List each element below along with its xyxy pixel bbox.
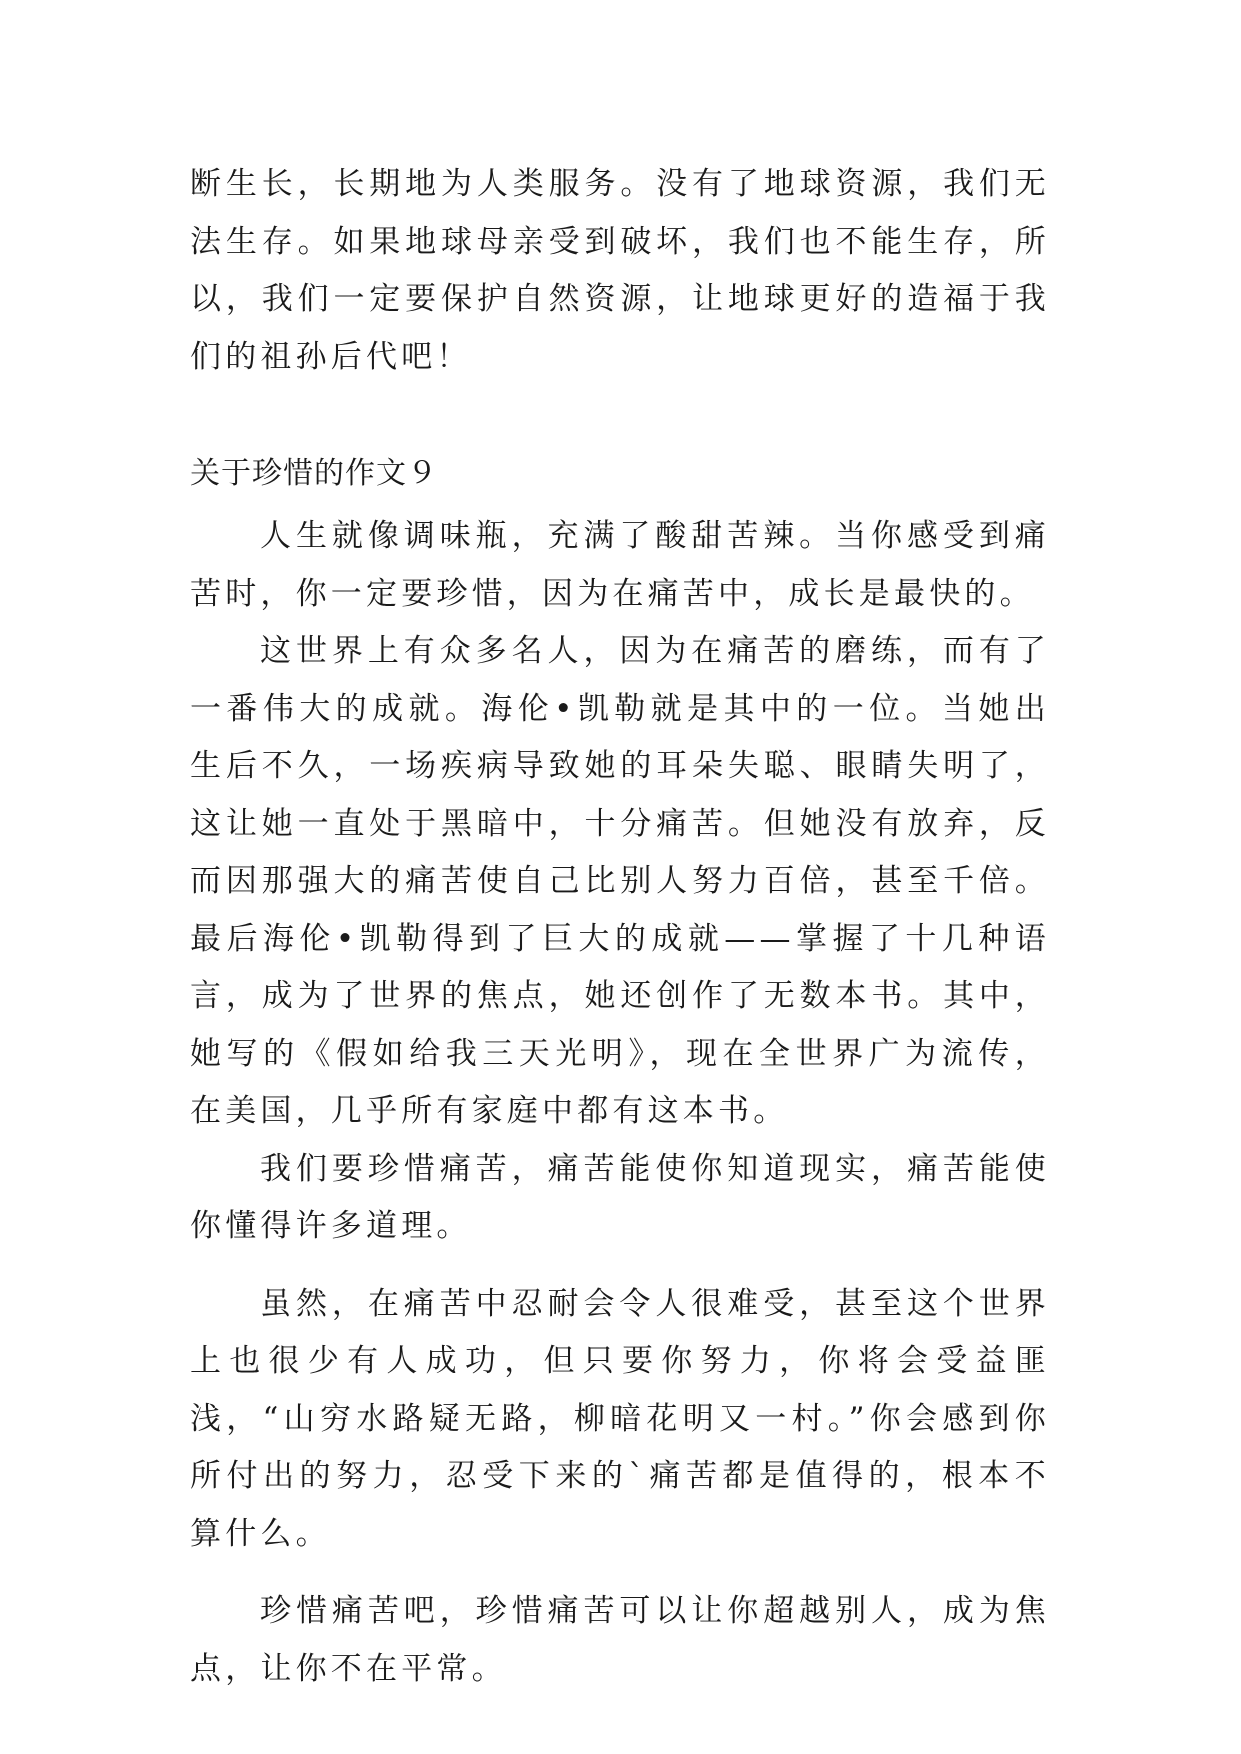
essay-title: 关于珍惜的作文９ bbox=[190, 456, 438, 491]
essay-paragraph-5: 珍惜痛苦吧，珍惜痛苦可以让你超越别人，成为焦点，让你不在平常。 bbox=[190, 1593, 1050, 1687]
essay-paragraph-1: 人生就像调味瓶，充满了酸甜苦辣。当你感受到痛苦时，你一定要珍惜，因为在痛苦中，成长是最快的。 bbox=[190, 518, 1050, 612]
essay-paragraph-3: 我们要珍惜痛苦，痛苦能使你知道现实，痛苦能使你懂得许多道理。 bbox=[190, 1150, 1050, 1244]
continuation-text: 断生长，长期地为人类服务。没有了地球资源，我们无法生存。如果地球母亲受到破坏，我们也不能生存，所以，我们一定要保护自然资源，让地球更好的造福于我们的祖孙后代吧！ bbox=[190, 166, 1050, 375]
essay-paragraph-4: 虽然，在痛苦中忍耐会令人很难受，甚至这个世界上也很少有人成功，但只要你努力，你将会受益匪浅，“山穷水路疑无路，柳暗花明又一村。”你会感到你所付出的努力，忍受下来的`痛苦都是值得的，根本不算什么。 bbox=[190, 1285, 1050, 1552]
essay-body bbox=[190, 508, 1050, 1698]
essay-paragraph-2: 这世界上有众多名人，因为在痛苦的磨练，而有了一番伟大的成就。海伦•凯勒就是其中的一位。当她出生后不久，一场疾病导致她的耳朵失聪、眼睛失明了，这让她一直处于黑暗中，十分痛苦。但她没有放弃，反而因那强大的痛苦使自己比别人努力百倍，甚至千倍。最后海伦•凯勒得到了巨大的成就——掌握了十几种语言，成为了世界的焦点，她还创作了无数本书。其中，她写的《假如给我三天光明》，现在全世界广为流传，在美国，几乎所有家庭中都有这本书。 bbox=[190, 633, 1050, 1129]
continuation-paragraph bbox=[190, 156, 1050, 386]
